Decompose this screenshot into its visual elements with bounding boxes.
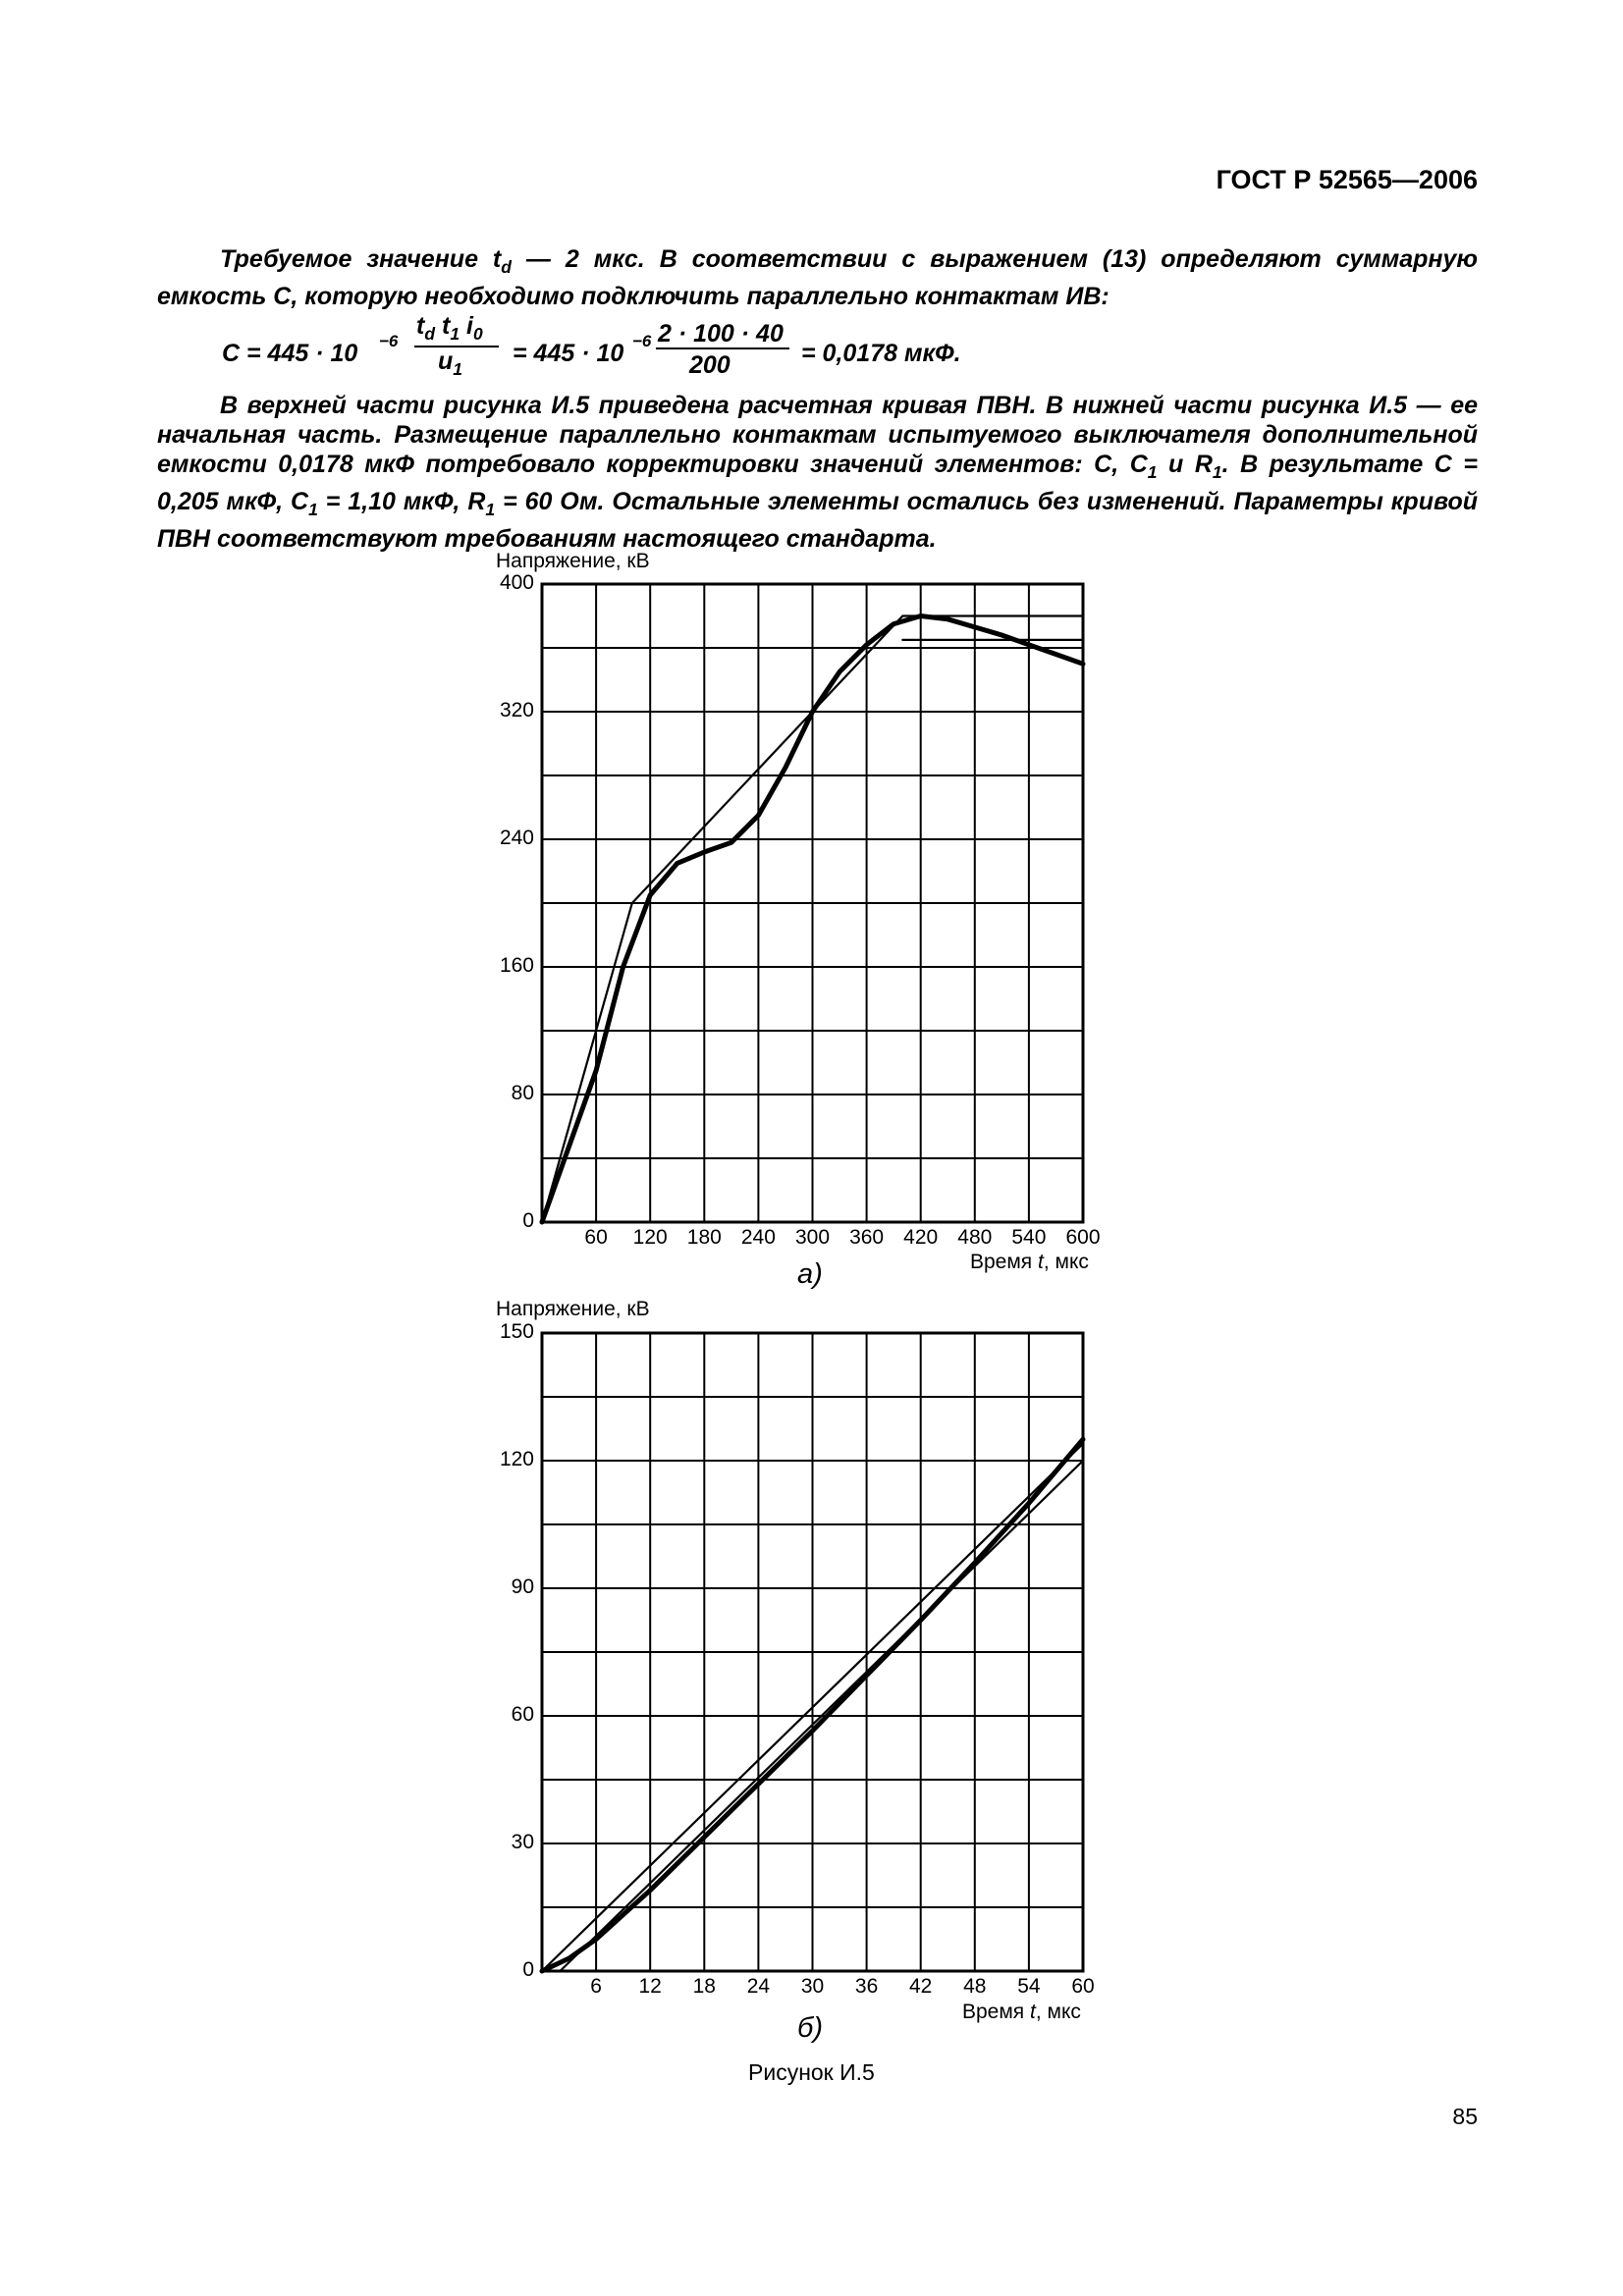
y-tick-label: 400 [499,571,534,594]
chart-b-ylabel: Напряжение, кВ [496,1298,650,1320]
y-tick-label: 120 [499,1448,534,1470]
x-tick-label: 180 [686,1226,722,1249]
paragraph-1: Требуемое значение $t_d$ — 2 мкс. В соответствии с выражением (13) определяют суммарную емкость С, которую необходимо подключить параллельно контактам ИВ: [157,245,1479,310]
x-tick-label: 300 [794,1226,831,1249]
figure-caption: Рисунок И.5 [748,2059,875,2085]
x-tick-label: 60 [1071,1975,1095,1998]
x-tick-label: 18 [692,1975,716,1998]
chart-b [542,1333,1083,1971]
chart-a-sublabel: а) [797,1258,823,1290]
grid [542,1333,1083,1971]
x-tick-label: 42 [909,1975,933,1998]
y-tick-label: 80 [511,1082,534,1104]
x-tick-label: 54 [1017,1975,1041,1998]
y-tick-label: 60 [511,1703,534,1726]
y-tick-label: 0 [522,1209,534,1232]
chart-a [542,584,1083,1222]
x-tick-label: 30 [800,1975,825,1998]
y-tick-label: 0 [522,1958,534,1981]
formula-den-1: $u_1$ [438,347,463,379]
formula-exp-2: −6 [632,332,652,350]
y-tick-label: 90 [511,1575,534,1598]
formula-exp-1: −6 [379,332,399,350]
paragraph-2: В верхней части рисунка И.5 приведена расчетная кривая ПВН. В нижней части рисунка И.5 — ее начальная часть. Размещение параллельно контактам испытуемого выключателя дополнительной емкости 0,0178 мкФ потребовало корректировки значений элементов: С, $C_1$ и $R_1$. В результате С = 0,205 мкФ, $C_1 = 1,10$ мкФ, $R_1 = 60$ Ом. Остальные элементы остались без изменений. Параметры кривой ПВН соответствуют требованиям настоящего стандарта. [157,392,1478,553]
x-tick-label: 240 [740,1226,776,1249]
x-tick-label: 36 [854,1975,879,1998]
fraction-line-2 [656,347,789,349]
x-tick-label: 360 [849,1226,885,1249]
formula-result: = 0,0178 мкФ. [801,340,961,367]
y-tick-label: 320 [499,699,534,721]
x-tick-label: 12 [638,1975,662,1998]
capacitance-formula [222,312,1106,383]
x-tick-label: 48 [963,1975,987,1998]
y-tick-label: 30 [511,1831,534,1853]
x-tick-label: 120 [632,1226,668,1249]
chart-a-ylabel: Напряжение, кВ [496,550,650,572]
y-tick-label: 240 [499,827,534,849]
y-tick-label: 160 [499,954,534,977]
x-tick-label: 6 [590,1975,602,1998]
chart-b-xlabel: Время t, мкс [962,2001,1081,2023]
x-tick-label: 600 [1065,1226,1101,1249]
y-tick-label: 150 [499,1320,534,1343]
formula-lhs: C = 445 · 10 [222,340,358,367]
formula-num-1: $t_d$ $t_1$ $i_0$ [416,312,483,344]
formula-den-2: 200 [689,351,730,379]
x-tick-label: 480 [957,1226,993,1249]
formula-num-2: 2 · 100 · 40 [658,320,784,347]
chart-b-sublabel: б) [797,2012,823,2044]
x-tick-label: 540 [1011,1226,1047,1249]
x-tick-label: 24 [746,1975,771,1998]
grid [542,584,1083,1222]
page-number: 85 [1452,2104,1478,2129]
document-id: ГОСТ Р 52565—2006 [1216,165,1478,194]
chart-a-xlabel: Время t, мкс [970,1251,1089,1273]
x-tick-label: 420 [903,1226,939,1249]
formula-mid: = 445 · 10 [513,340,624,367]
x-tick-label: 60 [584,1226,608,1249]
